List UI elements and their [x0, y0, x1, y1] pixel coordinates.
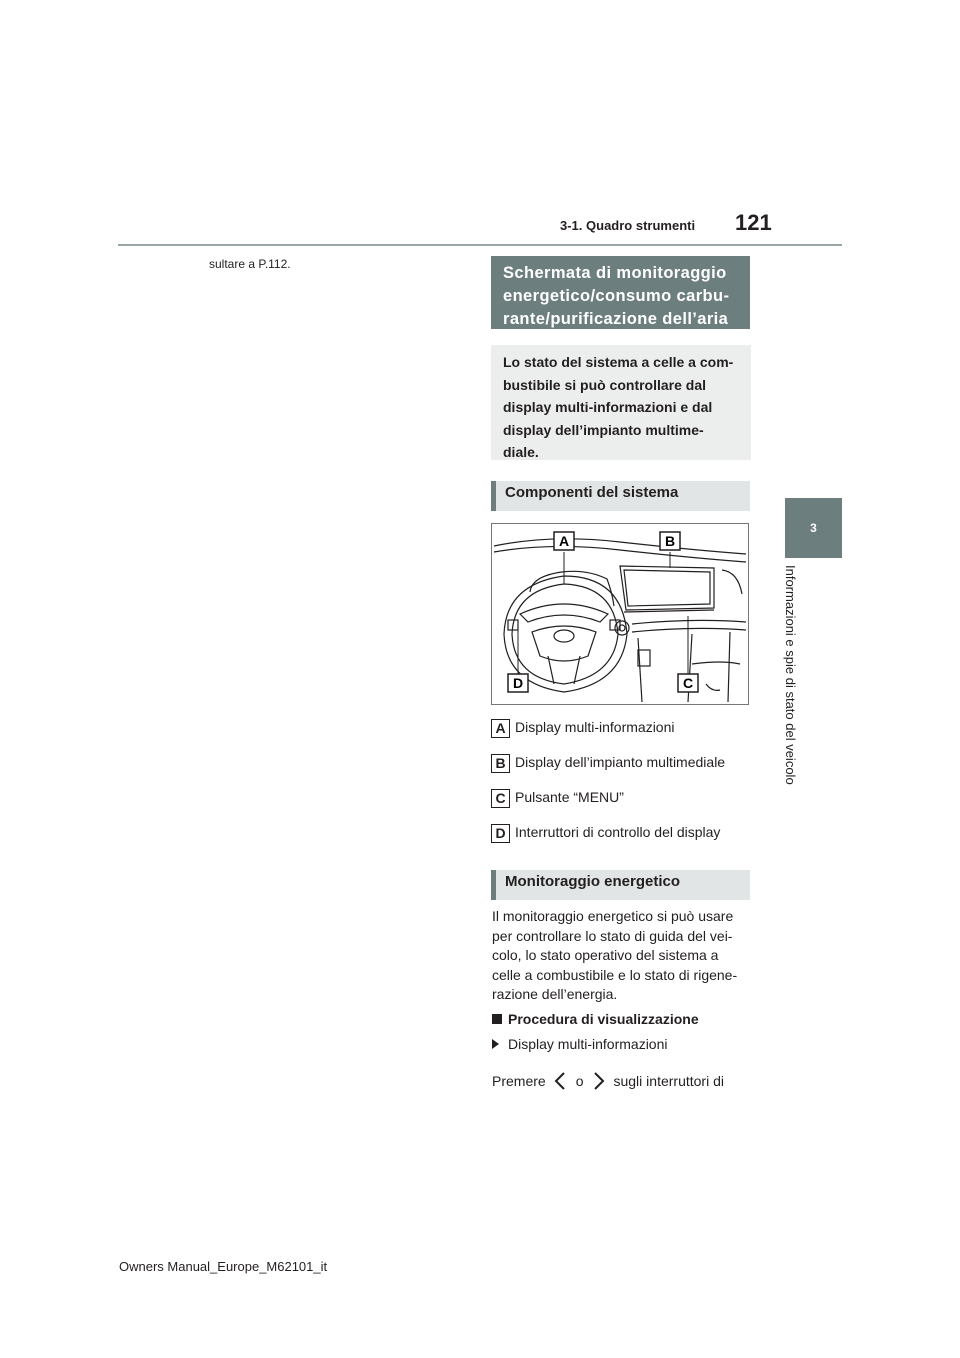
instruction-before: Premere — [492, 1073, 546, 1089]
section-title-line: energetico/consumo carbu- — [503, 287, 730, 305]
header-divider — [118, 244, 842, 246]
legend-text: Display multi-informazioni — [515, 719, 675, 735]
intro-line: diale. — [503, 444, 539, 460]
callout-d: D — [512, 675, 524, 691]
callout-a: A — [558, 533, 570, 549]
page-number: 121 — [735, 210, 772, 235]
legend-item — [491, 717, 675, 737]
paragraph-line: razione dell’energia. — [492, 986, 618, 1003]
energy-monitor-paragraph — [492, 907, 750, 1005]
paragraph-line: celle a combustibile e lo stato di rigene- — [492, 966, 738, 983]
procedure-heading-text: Procedura di visualizzazione — [508, 1011, 699, 1027]
footer-text: Owners Manual_Europe_M62101_it — [119, 1259, 328, 1274]
section-title-line: Schermata di monitoraggio — [503, 264, 727, 282]
legend-item — [491, 822, 720, 842]
intro-line: display dell’impianto multime- — [503, 421, 704, 438]
chapter-tab — [785, 498, 842, 558]
dashboard-drawing — [492, 524, 748, 704]
legend-key: D — [491, 824, 510, 843]
instruction-middle: o — [575, 1073, 584, 1089]
chevron-left-icon — [550, 1070, 572, 1092]
paragraph-line: per controllare lo stato di guida del vei- — [492, 927, 733, 944]
intro-line: display multi-informazioni e dal — [503, 399, 713, 415]
chevron-right-icon — [587, 1070, 609, 1092]
instruction-line — [492, 1070, 724, 1092]
legend-key: B — [491, 754, 510, 773]
intro-line: Lo stato del sistema a celle a com- — [503, 354, 734, 370]
chapter-label — [778, 565, 808, 815]
components-heading: Componenti del sistema — [491, 481, 750, 511]
legend-text: Display dell’impianto multimediale — [515, 754, 726, 770]
legend-text: Pulsante “MENU” — [515, 789, 624, 805]
procedure-heading — [492, 1011, 699, 1027]
legend-item — [491, 787, 624, 807]
section-header: 3-1. Quadro strumenti — [560, 218, 696, 233]
legend-key: A — [491, 719, 510, 738]
callout-c: C — [682, 675, 694, 691]
chapter-label-text: Informazioni e spie di stato del veicolo — [783, 565, 798, 785]
legend-item — [491, 752, 725, 772]
callout-b: B — [664, 533, 676, 549]
chapter-number: 3 — [810, 521, 817, 535]
legend-text: Interruttori di controllo del display — [515, 824, 721, 840]
section-title — [491, 256, 750, 329]
intro-box — [491, 345, 751, 460]
square-bullet-icon — [492, 1014, 502, 1024]
triangle-bullet-icon — [492, 1039, 499, 1049]
bullet-text: Display multi-informazioni — [508, 1036, 668, 1052]
energy-monitor-heading: Monitoraggio energetico — [491, 870, 750, 900]
intro-line: bustibile si può controllare dal — [503, 376, 707, 393]
paragraph-line: Il monitoraggio energetico si può usare — [492, 908, 734, 924]
bullet-item — [492, 1036, 668, 1052]
paragraph-line: colo, lo stato operativo del sistema a — [492, 947, 719, 964]
instruction-after: sugli interruttori di — [613, 1073, 724, 1089]
left-column-text: sultare a P.112. — [209, 257, 291, 271]
section-title-line: rante/purificazione dell’aria — [503, 310, 729, 328]
legend-key: C — [491, 789, 510, 808]
dashboard-illustration — [491, 523, 749, 705]
